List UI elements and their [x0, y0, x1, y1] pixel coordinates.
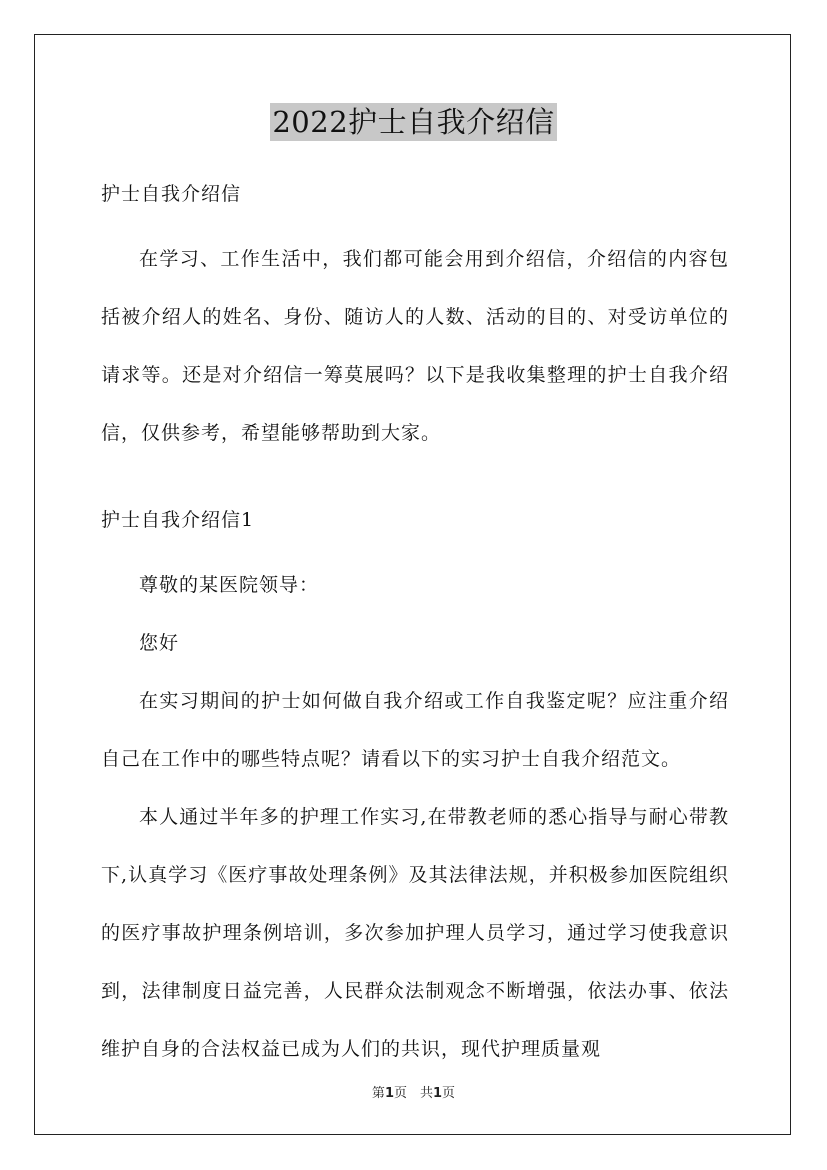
section-heading: 护士自我介绍信 — [101, 183, 242, 205]
salutation: 尊敬的某医院领导： — [139, 574, 320, 596]
document-body — [101, 172, 729, 1078]
letter-heading: 护士自我介绍信1 — [101, 509, 255, 531]
footer-suffix: 页 — [442, 1086, 456, 1101]
document-title: 2022护士自我介绍信 — [272, 105, 555, 139]
page-footer — [0, 1082, 827, 1101]
intro-paragraph: 在学习、工作生活中，我们都可能会用到介绍信，介绍信的内容包括被介绍人的姓名、身份、随访人的人数、活动的目的、对受访单位的请求等。还是对介绍信一筹莫展吗？以下是我收集整理的护士自我介绍信，仅供参考，希望能够帮助到大家。 — [101, 248, 729, 444]
body-paragraph: 在实习期间的护士如何做自我介绍或工作自我鉴定呢？应注重介绍自己在工作中的哪些特点呢？请看以下的实习护士自我介绍范文。 — [101, 690, 729, 770]
spacer — [101, 542, 729, 556]
title-container — [0, 103, 827, 141]
greeting: 您好 — [139, 632, 180, 654]
footer-mid: 页 共 — [393, 1086, 433, 1101]
page-number: 1 — [384, 1086, 394, 1101]
total-pages: 1 — [433, 1086, 443, 1101]
spacer — [101, 216, 729, 230]
spacer — [101, 462, 729, 498]
footer-prefix: 第 — [371, 1086, 385, 1101]
body-paragraph: 本人通过半年多的护理工作实习,在带教老师的悉心指导与耐心带教下,认真学习《医疗事故处理条例》及其法律法规，并积极参加医院组织的医疗事故护理条例培训，多次参加护理人员学习，通过学习使我意识到，法律制度日益完善，人民群众法制观念不断增强，依法办事、依法维护自身的合法权益已成为人们的共识，现代护理质量观 — [101, 806, 729, 1060]
